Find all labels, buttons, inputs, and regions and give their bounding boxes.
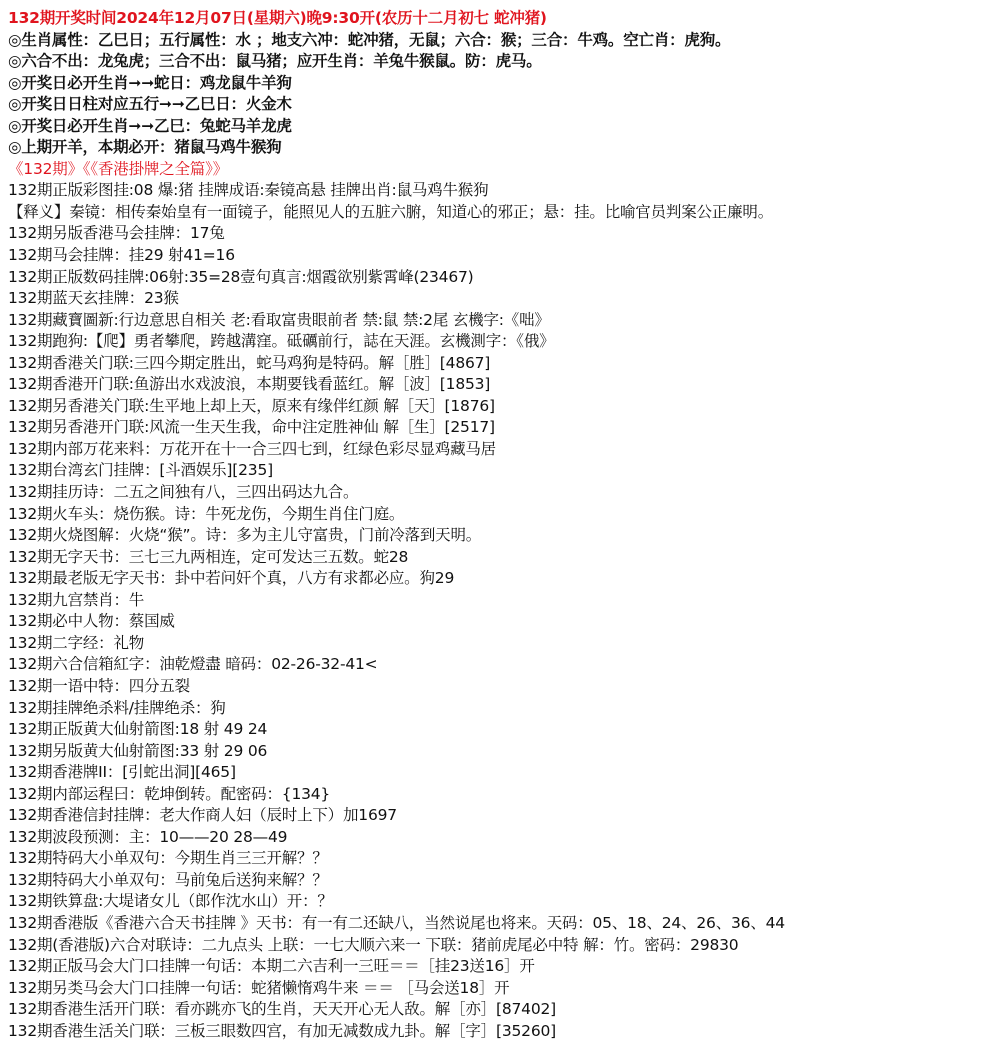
text-line: 132期蓝天玄挂牌：23猴 [8, 289, 179, 308]
text-line: 132期另香港关门联:生平地上却上天，原来有缘伴红颜 解［天］[1876] [8, 396, 495, 415]
text-line: 132期火烧图解：火烧“猴”。诗：多为主儿守富贵，门前冷落到天明。 [8, 526, 482, 545]
text-line: ◎六合不出：龙兔虎；三合不出：鼠马猪；应开生肖：羊兔牛猴鼠。防：虎马。 [8, 52, 542, 71]
text-line: 132期一语中特：四分五裂 [8, 676, 190, 695]
text-line: 132期跑狗:【爬】勇者攀爬，跨越溝窪。砥礪前行，誌在天涯。玄機測字：《俄》 [8, 332, 555, 351]
text-line: 132期六合信箱紅字：油乾燈盡 暗码：02-26-32-41< [8, 655, 378, 674]
text-line: ◎上期开羊，本期必开：猪鼠马鸡牛猴狗 [8, 138, 282, 157]
text-line: 132期波段预测：主：10——20 28—49 [8, 827, 288, 846]
text-line: 132期内部运程曰：乾坤倒转。配密码：{134} [8, 784, 331, 803]
text-line: 132期香港生活关门联：三板三眼数四宫，有加无减数成九卦。解［字］[35260] [8, 1021, 556, 1040]
text-line: 132期藏寶圖新:行边意思自相关 老:看取富贵眼前者 禁:鼠 禁:2尾 玄機字:《咄》 [8, 310, 550, 329]
text-line: 132期香港开门联:鱼游出水戏波浪，本期要钱看蓝红。解［波］[1853] [8, 375, 491, 394]
text-line: 132期香港信封挂牌：老大作商人妇（辰时上下）加1697 [8, 806, 397, 825]
text-line: 132期(香港版)六合对联诗：二九点头 上联：一七大顺六来一 下联：猪前虎尾必中特 解：竹。密码：29830 [8, 935, 739, 954]
text-line: 132期香港生活开门联：看亦跳亦飞的生肖，天天开心无人敌。解［亦］[87402] [8, 1000, 556, 1019]
text-line: 132期另版黄大仙射箭图:33 射 29 06 [8, 741, 268, 760]
text-line: 132期香港牌II：[引蛇出洞][465] [8, 763, 236, 782]
text-line: 132期挂历诗：二五之间独有八，三四出码达九合。 [8, 483, 359, 502]
text-line: 132期另类马会大门口挂牌一句话：蛇猪懒惰鸡牛来 ＝＝ ［马会送18］开 [8, 978, 510, 997]
text-line: 132期特码大小单双句：马前兔后送狗来解？？ [8, 870, 328, 889]
text-line: 132期火车头：烧伤猴。诗：牛死龙伤，今期生肖住门庭。 [8, 504, 405, 523]
text-line: 132期开奖时间2024年12月07日(星期六)晚9:30开(农历十二月初七 蛇冲猪) [8, 9, 547, 27]
text-line: 132期香港版《香港六合天书挂牌 》天书：有一有二还缺八，当然说尾也将来。天码：05、18、24、26、36、44 [8, 913, 785, 932]
text-line: ◎开奖日必开生肖➞➞蛇日：鸡龙鼠牛羊狗 [8, 73, 292, 92]
text-line: ◎开奖日必开生肖➞➞乙巳：兔蛇马羊龙虎 [8, 116, 292, 135]
text-line: 132期正版马会大门口挂牌一句话：本期二六吉利一三旺＝＝［挂23送16］开 [8, 957, 535, 976]
text-line: 132期正版黄大仙射箭图:18 射 49 24 [8, 720, 268, 739]
text-line: ◎生肖属性：乙巳日；五行属性：水 ；地支六冲：蛇冲猪，无鼠；六合：猴；三合：牛鸡。空亡肖：虎狗。 [8, 30, 731, 49]
text-line: 132期马会挂牌：挂29 射41=16 [8, 246, 235, 265]
text-line: 132期另版香港马会挂牌：17兔 [8, 224, 225, 243]
text-line: 132期二字经：礼物 [8, 633, 145, 652]
text-line: 132期香港关门联:三四今期定胜出，蛇马鸡狗是特码。解［胜］[4867] [8, 353, 491, 372]
text-line: 132期另香港开门联:风流一生天生我，命中注定胜神仙 解［生］[2517] [8, 418, 495, 437]
text-line: 132期最老版无字天书：卦中若问奸个真，八方有求都必应。狗29 [8, 569, 455, 588]
text-line: 132期挂牌绝杀料/挂牌绝杀：狗 [8, 698, 226, 717]
text-line: 132期必中人物：蔡国威 [8, 612, 175, 631]
text-line: ◎开奖日日柱对应五行➞➞乙巳日：火金木 [8, 95, 292, 114]
text-line: 132期正版数码挂牌:06射:35=28壹句真言:烟霞欲别紫霄峰(23467) [8, 267, 474, 286]
text-line: 132期内部万花来料：万花开在十一合三四七到，红绿色彩尽显鸡藏马居 [8, 439, 496, 458]
text-line: 【释义】秦镜：相传秦始皇有一面镜子，能照见人的五脏六腑，知道心的邪正；悬：挂。比喻官员判案公正廉明。 [8, 202, 774, 221]
text-line: 132期九宫禁肖：牛 [8, 590, 145, 609]
text-line: 132期特码大小单双句：今期生肖三三开解？？ [8, 849, 328, 868]
text-line: 132期正版彩图挂:08 爆:猪 挂牌成语:秦镜高悬 挂牌出肖:鼠马鸡牛猴狗 [8, 181, 489, 200]
text-line: 132期铁算盘:大堤诸女儿（郎作沈水山）开：？ [8, 892, 333, 911]
text-line: 132期台湾玄门挂牌：[斗酒娱乐][235] [8, 461, 273, 480]
text-line: 《132期》《《香港掛牌之全篇》》 [8, 159, 228, 178]
text-line: 132期无字天书：三七三九两相连，定可发达三五数。蛇28 [8, 547, 409, 566]
